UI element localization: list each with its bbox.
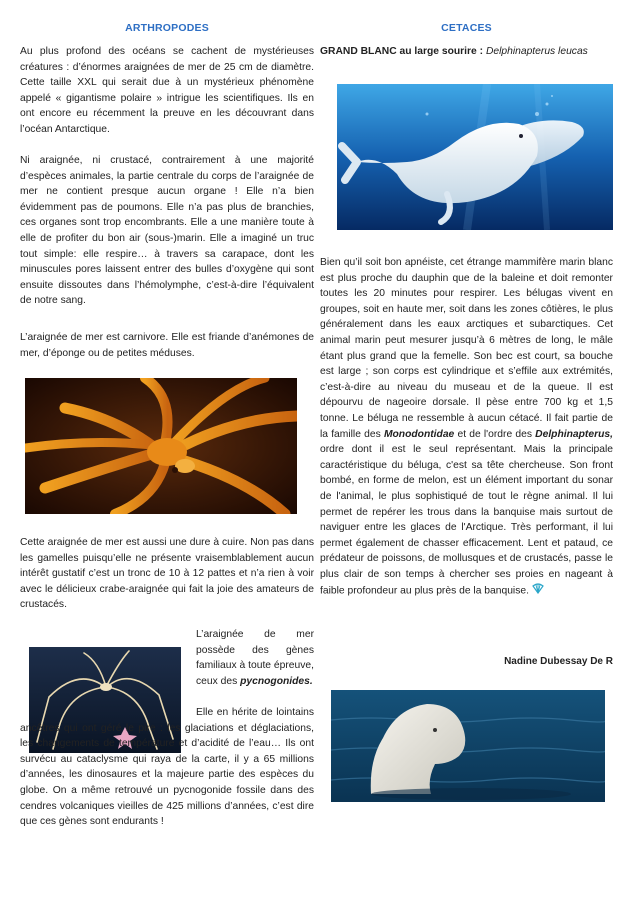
shell-icon	[532, 582, 544, 600]
left-paragraph-1: Au plus profond des océans se cachent de mystérieuses créatures : d’énormes araignées de mer de 25 cm de diamètre. Cette taille XXL qui serait due à un mystérieux phénomène appelé « gigantisme polaire » intrigue les scientifiques. Ils en ont encore eu récemment la preuve en les découvrant dans l’océan Antarctique.	[20, 46, 314, 135]
left-paragraph-5-body: Elle en hérite de lointains ancêtres qui ont géré le pire : les glaciations et déglaciations, les changements de température et d’acidité de l’eau… Ils ont survécu au cataclysme qui raya de la carte, il y a 65 millions d’années, les dinosaures et la majeure partie des espèces du globe. On a même retrouvé un pycnogonide fossile dans des cendres volcaniques vieilles de 425 millions d’années, c’est dire que ces gènes sont endurants !	[20, 707, 314, 828]
beluga-surface-photo	[331, 690, 605, 802]
sea-spider-photo	[25, 378, 297, 514]
author-signature: Nadine Dubessay De R	[504, 656, 613, 667]
left-paragraph-4: Cette araignée de mer est aussi une dure à cuire. Non pas dans les gamelles puisqu’elle ne présente vraisemblablement aucun intérêt gustatif c’est un tronc de 10 à 12 pattes et n’a rien à voir avec le délicieux crabe-araignée qui fait la joie des amateurs de crustacés.	[20, 537, 314, 611]
beluga-text-part-2: et de l'ordre des	[457, 428, 532, 440]
beluga-text-part-1: Bien qu’il soit bon apnéiste, cet étrange mammifère marin blanc est plus proche du dauphin que de la baleine et doit remonter toutes les 20 minutes pour respirer. Les bélugas vivent en groupes, soit en haute mer, soit dans les zones côtières, le plus généralement dans les eaux arctiques et subarctiques. Cet animal marin peut mesurer jusqu’à 6 mètres de long, le mâle étant plus grand que la femelle. Son bec est court, sa bouche est large ; son corps est cylindrique et s’effile aux extrémités, c’est-à-dire au niveau du museau et de la queue. Il est dépourvu de nageoire dorsale. Il pèse entre 700 kg et 1,5 tonne. Le béluga ne ressemble à aucun cétacé. Il fait partie de la famille des	[320, 257, 613, 440]
left-paragraph-5-intro	[196, 627, 314, 689]
right-heading: CETACES	[441, 22, 492, 34]
pycnogonid-intro-text: L’araignée de mer possède des gènes familiaux à toute épreuve, ceux des	[196, 629, 314, 687]
pycnogonides-term: pycnogonides.	[240, 675, 313, 687]
beluga-title	[320, 44, 613, 60]
beluga-title-bold: GRAND BLANC au large sourire :	[320, 46, 484, 57]
left-paragraph-3: L’araignée de mer est carnivore. Elle est friande d’anémones de mer, d’éponge ou de petites méduses.	[20, 332, 314, 359]
beluga-underwater-photo	[337, 84, 613, 230]
left-paragraph-2: Ni araignée, ni crustacé, contrairement à une majorité d’espèces animales, la partie centrale du corps de l’araignée de mer ne contient presque aucun organe ! Elle n’a bien évidemment pas de poumons. Elle n’a pas plus de branchies, ces organes sont trop encombrants. Elle a une manière toute à elle de profiter du bon air (sous-)marin. Elle a imaginé un truc tout simple: elle respire… à travers sa carapace, dont les minuscules pores laissent entrer des bulles d’oxygène qui sont ensuite dissoutes dans l’hémolymphe, c’est-à-dire l’équivalent de notre sang.	[20, 155, 314, 307]
delphinapterus-term: Delphinapterus,	[535, 428, 613, 440]
beluga-text-part-3: ordre dont il est le seul représentant. Mais la principale caractéristique du béluga, c'est sa tête chercheuse. Son front bombé, en forme de melon, est un élément important du sonar de l'animal, le plus sophistiqué de tout le règne animal. Il lui permet de repérer les trous dans la banquise mais surtout de naviguer entre les glaces de l'Arctique. Très performant, il lui permet également de chasser efficacement. Lent et pataud, ce prédateur de poissons, de mollusques et de crustacés, passe le plus clair de son temps à chercher ses proies en nageant à faible profondeur au plus près de la banquise.	[320, 444, 613, 597]
beluga-paragraph	[320, 255, 613, 600]
beluga-latin-name: Delphinapterus leucas	[485, 46, 588, 57]
left-heading: ARTHROPODES	[125, 22, 209, 34]
monodontidae-term: Monodontidae	[383, 428, 455, 440]
